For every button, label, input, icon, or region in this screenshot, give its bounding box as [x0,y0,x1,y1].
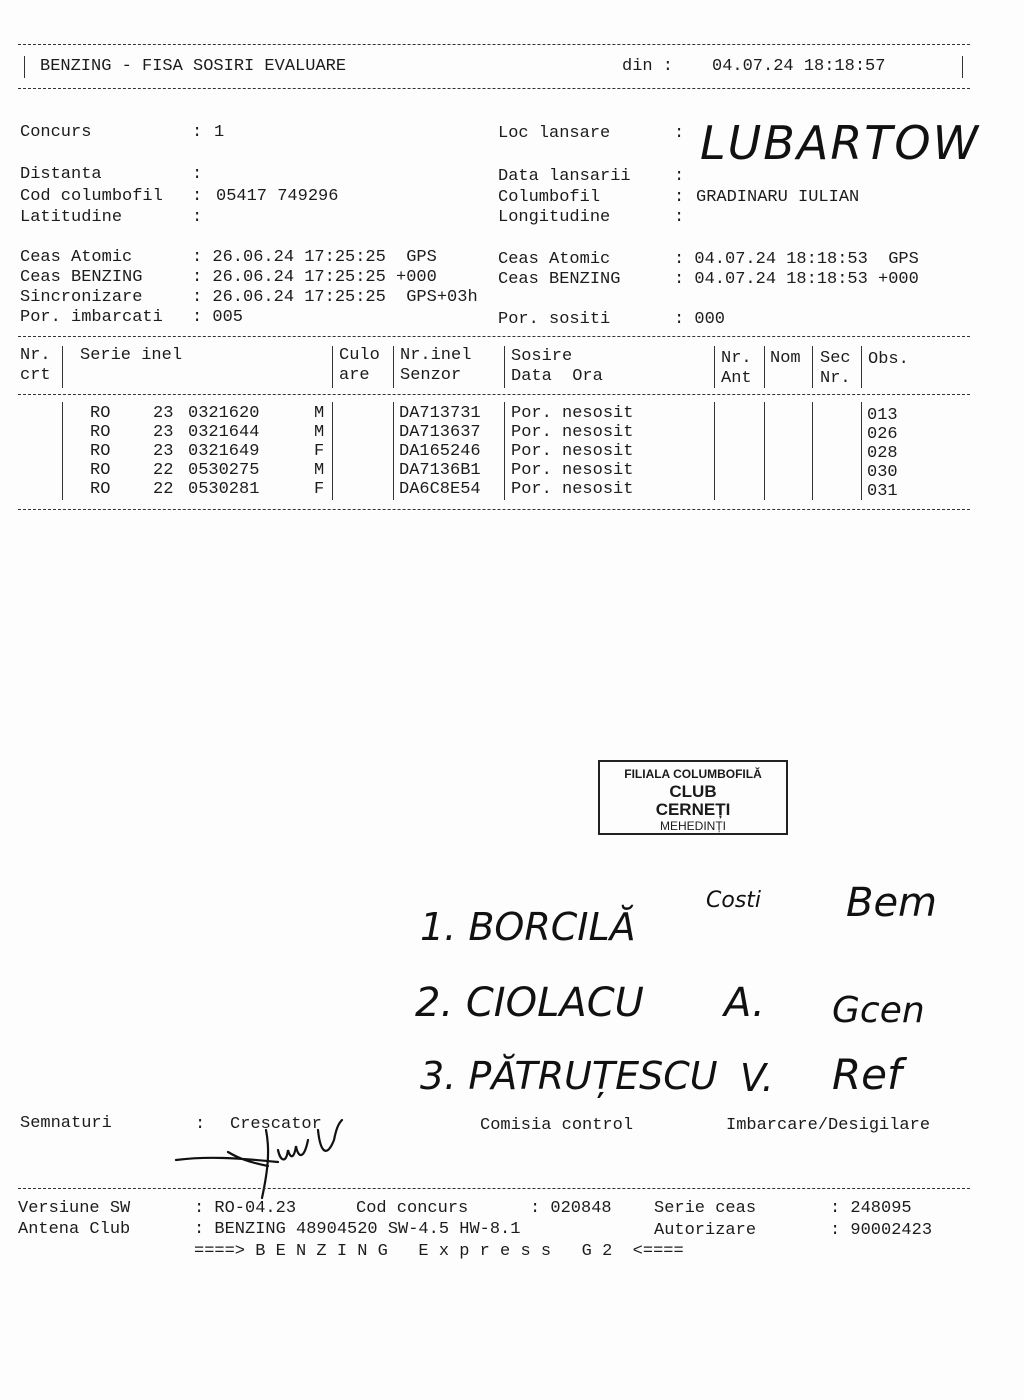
col-bar [861,402,862,500]
clock-right-atomic-value: : 04.07.24 18:18:53 GPS [674,250,919,269]
th-culoare-1: Culo [339,346,380,365]
header-top-rule [18,44,970,45]
row-ring: 0321649 [188,442,260,461]
clock-right-benzing-value: : 04.07.24 18:18:53 +000 [674,270,919,289]
row-sensor: DA713637 [399,423,481,442]
col-bar [504,402,505,500]
col-bar [812,402,813,500]
document-title: BENZING - FISA SOSIRI EVALUARE [40,57,347,76]
table-top-rule [18,336,970,337]
handwritten-member-2-name: 2. CIOLACU [415,980,644,1026]
row-obs: 031 [867,482,898,501]
field-cod-value: 05417 749296 [216,187,339,206]
row-obs: 013 [867,406,898,425]
stamp-line-4: MEHEDINȚI [660,819,726,833]
clock-sync-value: : 26.06.24 17:25:25 GPS+03h [192,288,478,307]
th-sosire-1: Sosire [511,347,573,366]
field-loc-label: Loc lansare [498,124,611,143]
col-bar [861,346,862,388]
row-country: RO [90,461,111,480]
handwritten-member-1-initial: Costi [706,888,762,913]
field-concurs-value: 1 [214,123,225,142]
row-status: Por. nesosit [511,404,634,423]
serie-ceas-label: Serie ceas [654,1199,757,1218]
header-right-bar [962,56,963,78]
field-columbofil-sep: : [674,188,685,207]
field-data-sep: : [674,167,685,186]
autorizare-value: : 90002423 [830,1221,933,1240]
col-bar [714,402,715,500]
handwritten-member-1-name: 1. BORCILĂ [420,905,636,949]
field-distanta-label: Distanta [20,165,102,184]
header-left-bar [24,56,25,78]
row-sex: F [314,480,325,499]
cod-concurs-label: Cod concurs [356,1199,469,1218]
din-label: din : [622,57,674,76]
th-nrant-1: Nr. [721,349,752,368]
semnaturi-sep: : [195,1115,206,1134]
comisia-label: Comisia control [480,1116,634,1135]
por-sositi-label: Por. sositi [498,310,611,329]
row-year: 22 [153,480,174,499]
stamp-line-3: CERNEȚI [655,800,731,819]
row-sensor: DA165246 [399,442,481,461]
row-ring: 0530281 [188,480,260,499]
por-imbarcati-label: Por. imbarcati [20,308,163,327]
row-sensor: DA713731 [399,404,481,423]
stamp-line-2: CLUB [669,782,717,801]
crescator-signature [168,1110,358,1200]
clock-left-atomic-value: : 26.06.24 17:25:25 GPS [192,248,437,267]
th-nr-crt-2: crt [20,366,51,385]
col-bar [332,402,333,500]
row-obs: 026 [867,425,898,444]
row-sensor: DA7136B1 [399,461,481,480]
field-concurs-sep: : [192,123,203,142]
col-bar [62,402,63,500]
din-value: 04.07.24 18:18:57 [712,57,886,76]
row-status: Por. nesosit [511,442,634,461]
field-loc-sep: : [674,124,685,143]
col-bar [62,346,63,388]
clock-left-benzing-label: Ceas BENZING [20,268,143,287]
handwritten-loc-lansare: LUBARTOW [700,116,981,170]
row-year: 23 [153,404,174,423]
footer-top-rule [18,1188,970,1189]
row-status: Por. nesosit [511,480,634,499]
table-bottom-rule [18,509,970,510]
field-columbofil-label: Columbofil [498,188,601,207]
row-ring: 0530275 [188,461,260,480]
col-bar [812,346,813,388]
th-secnr-2: Nr. [820,369,851,388]
field-latitudine-sep: : [192,208,203,227]
por-sositi-value: : 000 [674,310,726,329]
field-distanta-sep: : [192,165,203,184]
table-header-rule [18,394,970,395]
col-bar [714,346,715,388]
handwritten-member-3-name: 3. PĂTRUȚESCU [420,1054,718,1098]
field-longitudine-label: Longitudine [498,208,611,227]
antena-value: : BENZING 48904520 SW-4.5 HW-8.1 [194,1220,521,1239]
clock-right-atomic-label: Ceas Atomic [498,250,611,269]
row-sex: M [314,404,325,423]
row-sex: M [314,423,325,442]
th-secnr-1: Sec [820,349,851,368]
benzing-banner: ====> B E N Z I N G E x p r e s s G 2 <==== [194,1242,684,1261]
stamp-line-1: FILIALA COLUMBOFILĂ [624,767,762,781]
field-longitudine-sep: : [674,208,685,227]
serie-ceas-value: : 248095 [830,1199,912,1218]
clock-right-benzing-label: Ceas BENZING [498,270,621,289]
por-imbarcati-value: : 005 [192,308,244,327]
col-bar [393,346,394,388]
field-cod-sep: : [192,187,203,206]
th-nom: Nom [770,349,801,368]
col-bar [504,346,505,388]
th-obs: Obs. [868,350,909,369]
th-nr-crt-1: Nr. [20,346,51,365]
th-nrinel-1: Nr.inel [400,346,472,365]
clock-left-benzing-value: : 26.06.24 17:25:25 +000 [192,268,437,287]
crescator-label: Crescator [230,1115,322,1134]
handwritten-member-2-signature: Gcen [832,990,925,1031]
row-country: RO [90,480,111,499]
club-stamp [598,760,788,835]
row-sensor: DA6C8E54 [399,480,481,499]
handwritten-member-2-initial: A. [724,980,765,1026]
row-year: 22 [153,461,174,480]
row-status: Por. nesosit [511,461,634,480]
clock-left-atomic-label: Ceas Atomic [20,248,133,267]
row-ring: 0321644 [188,423,260,442]
semnaturi-label: Semnaturi [20,1114,112,1133]
handwritten-member-3-initial: V. [740,1056,774,1100]
row-sex: F [314,442,325,461]
th-culoare-2: are [339,366,370,385]
field-concurs-label: Concurs [20,123,92,142]
cod-concurs-value: : 020848 [530,1199,612,1218]
field-data-label: Data lansarii [498,167,631,186]
autorizare-label: Autorizare [654,1221,757,1240]
field-latitudine-label: Latitudine [20,208,123,227]
th-nrinel-2: Senzor [400,366,462,385]
clock-sync-label: Sincronizare [20,288,143,307]
row-ring: 0321620 [188,404,260,423]
row-obs: 030 [867,463,898,482]
col-bar [393,402,394,500]
row-sex: M [314,461,325,480]
handwritten-member-3-signature: Ref [832,1050,902,1099]
header-bottom-rule [18,88,970,89]
field-columbofil-value: GRADINARU IULIAN [696,188,860,207]
th-nrant-2: Ant [721,369,752,388]
antena-label: Antena Club [18,1220,131,1239]
row-year: 23 [153,442,174,461]
col-bar [764,402,765,500]
handwritten-member-1-signature: Bem [846,880,938,926]
row-obs: 028 [867,444,898,463]
row-status: Por. nesosit [511,423,634,442]
row-country: RO [90,442,111,461]
row-country: RO [90,404,111,423]
row-country: RO [90,423,111,442]
versiune-label: Versiune SW [18,1199,131,1218]
col-bar [764,346,765,388]
th-serie-inel: Serie inel [80,346,183,365]
versiune-value: : RO-04.23 [194,1199,297,1218]
th-sosire-2: Data Ora [511,367,603,386]
row-year: 23 [153,423,174,442]
imbarcare-label: Imbarcare/Desigilare [726,1116,931,1135]
field-cod-label: Cod columbofil [20,187,163,206]
col-bar [332,346,333,388]
